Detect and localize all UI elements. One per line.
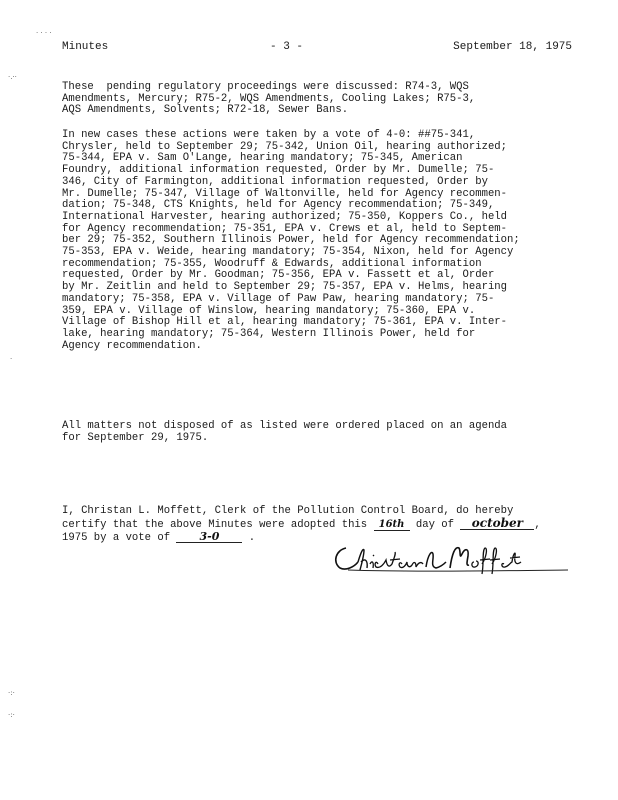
text-line: 75-344, EPA v. Sam O'Lange, hearing mandatory; 75-345, American <box>62 152 463 165</box>
text-line <box>62 515 582 532</box>
header-date: September 18, 1975 <box>453 41 572 53</box>
certify-text: certify that the above Minutes were adopted this <box>62 518 374 531</box>
text-line: for Agency recommendation; 75-351, EPA v. Crews et al, held to Septem- <box>62 222 508 235</box>
text-line: These pending regulatory proceedings were discussed: R74-3, WQS <box>62 81 469 93</box>
text-line: 346, City of Farmington, additional information requested, Order by <box>62 175 488 188</box>
text-line: Chrysler, held to September 29; 75-342, Union Oil, hearing authorized; <box>62 140 508 153</box>
scan-speck: · · · · <box>36 29 52 37</box>
handwritten-day: 16th <box>374 519 410 531</box>
scan-speck: ·.·· <box>8 73 17 81</box>
scan-speck: · <box>10 355 13 363</box>
page-number: - 3 - <box>270 41 304 53</box>
text-line: In new cases these actions were taken by a vote of 4-0: ##75-341, <box>62 129 476 141</box>
day-of-text: day of <box>409 518 461 531</box>
page-header <box>62 42 572 56</box>
comma-text: , <box>534 518 541 531</box>
text-line: Village of Bishop Hill et al, hearing mandatory; 75-361, EPA v. Inter- <box>62 316 508 329</box>
handwritten-signature <box>328 540 572 576</box>
scan-speck: ·:· <box>8 711 15 719</box>
paragraph-new-cases <box>62 130 582 352</box>
vote-prefix-text: 1975 by a vote of <box>62 532 177 545</box>
text-line: dation; 75-348, CTS Knights, held for Agency recommendation; 75-349, <box>62 199 495 212</box>
scan-speck: ·:· <box>8 689 15 697</box>
text-line: recommendation; 75-355, Woodruff & Edwards, additional information <box>62 257 482 270</box>
text-line: 75-353, EPA v. Weide, hearing mandatory; 75-354, Nixon, held for Agency <box>62 246 514 259</box>
text-line: 359, EPA v. Village of Winslow, hearing mandatory; 75-360, EPA v. <box>62 304 476 317</box>
text-line: for September 29, 1975. <box>62 431 209 444</box>
paragraph-pending-proceedings <box>62 82 582 117</box>
vote-suffix-text: . <box>242 532 256 545</box>
text-line: by Mr. Zeitlin and held to September 29; 75-357, EPA v. Helms, hearing <box>62 281 508 294</box>
text-line: I, Christan L. Moffett, Clerk of the Pollution Control Board, do hereby <box>62 505 514 517</box>
text-line: Foundry, additional information requested, Order by Mr. Dumelle; 75- <box>62 164 495 177</box>
text-line: AQS Amendments, Solvents; R72-18, Sewer Bans. <box>62 104 349 117</box>
header-title: Minutes <box>62 41 109 53</box>
text-line: Amendments, Mercury; R75-2, WQS Amendments, Cooling Lakes; R75-3, <box>62 92 476 105</box>
text-line: requested, Order by Mr. Goodman; 75-356, EPA v. Fassett et al, Order <box>62 269 495 282</box>
text-line: All matters not disposed of as listed were ordered placed on an agenda <box>62 420 508 432</box>
handwritten-vote: 3-0 <box>176 531 242 543</box>
text-line: Agency recommendation. <box>62 339 202 352</box>
text-line: mandatory; 75-358, EPA v. Village of Paw Paw, hearing mandatory; 75- <box>62 292 495 305</box>
handwritten-month: october <box>460 518 534 530</box>
paragraph-agenda <box>62 421 582 444</box>
text-line: Mr. Dumelle; 75-347, Village of Waltonville, held for Agency recommen- <box>62 187 508 200</box>
text-line: lake, hearing mandatory; 75-364, Western Illinois Power, held for <box>62 327 476 340</box>
text-line: ber 29; 75-352, Southern Illinois Power, held for Agency recommendation; <box>62 234 520 247</box>
text-line: International Harvester, hearing authorized; 75-350, Koppers Co., held <box>62 210 508 223</box>
